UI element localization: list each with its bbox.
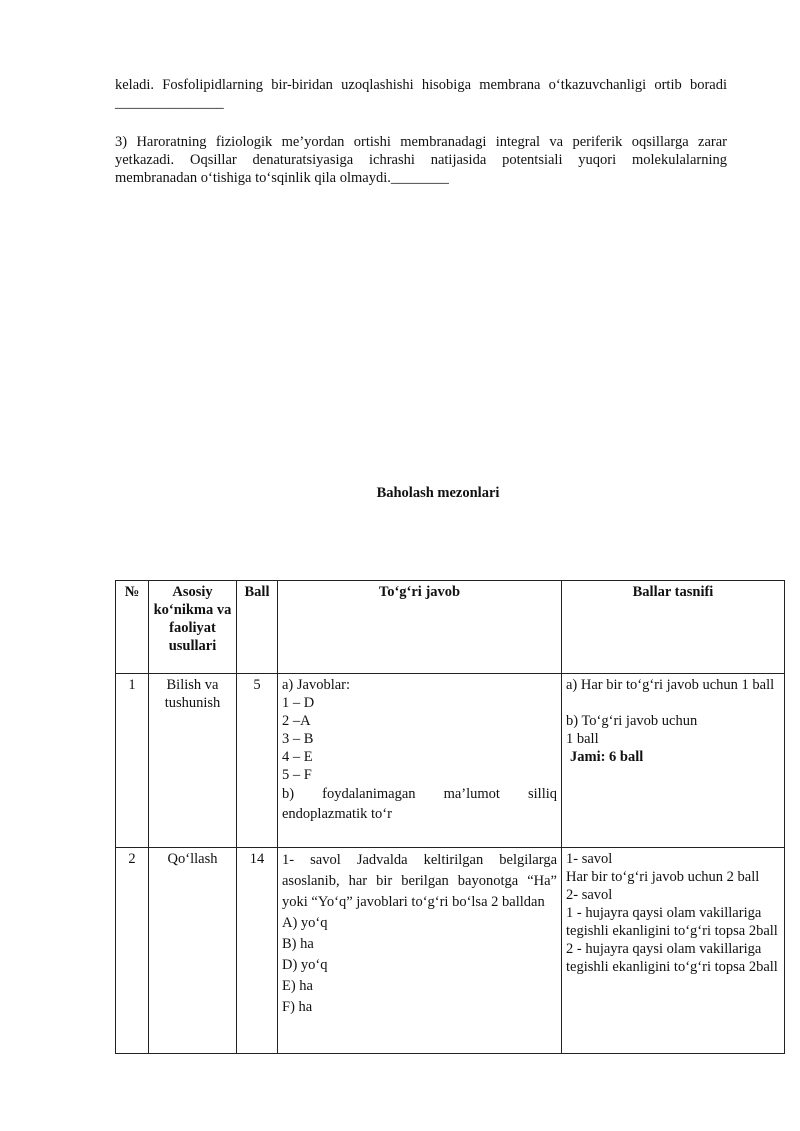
row-skill: Qo‘llash	[149, 848, 237, 1054]
row-number: 2	[116, 848, 149, 1054]
answer-line: 5 – F	[282, 767, 312, 783]
table-header-row	[116, 581, 785, 674]
answer-line: 4 – E	[282, 749, 313, 765]
criteria-total: Jami: 6 ball	[570, 749, 644, 765]
answer-intro: 1- savol Jadvalda keltirilgan belgilarga asoslanib, har bir berilgan bayonotga “Ha” yoki “Yo‘q” javoblari to‘g‘ri bo‘lsa 2 balldan	[282, 852, 557, 910]
assessment-criteria-table	[115, 580, 785, 1054]
answer-line: a) Javoblar:	[282, 677, 351, 693]
row-answer	[278, 674, 562, 848]
criteria-line: b) To‘g‘ri javob uchun	[566, 713, 698, 729]
header-ball: Ball	[237, 581, 278, 674]
criteria-line: 1- savol	[566, 851, 613, 867]
row-answer	[278, 848, 562, 1054]
answer-line: 3 – B	[282, 731, 314, 747]
row-skill: Bilish va tushunish	[149, 674, 237, 848]
section-heading: Baholash mezonlari	[376, 485, 500, 501]
answer-line: E) ha	[282, 978, 313, 994]
row-number: 1	[116, 674, 149, 848]
row-criteria	[562, 848, 785, 1054]
paragraph-statement-3: 3) Haroratning fiziologik me’yordan ortishi membranadagi integral va periferik oqsillarga zarar yetkazadi. Oqsillar denaturatsiyasiga ichrashi natijasida potentsiali yuqori molekulalarning membranadan o‘tishiga to‘sqinlik qila olmaydi.________	[115, 134, 727, 186]
criteria-line: 2- savol	[566, 887, 613, 903]
row-ball: 5	[237, 674, 278, 848]
row-criteria	[562, 674, 785, 848]
answer-line: D) yo‘q	[282, 957, 328, 973]
criteria-line: 2 - hujayra qaysi olam vakillariga tegishli ekanligini to‘g‘ri topsa 2ball	[566, 941, 778, 975]
header-score-classification: Ballar tasnifi	[562, 581, 785, 674]
criteria-spacer	[566, 694, 780, 712]
criteria-line: a) Har bir to‘g‘ri javob uchun 1 ball	[566, 677, 775, 693]
table-row	[116, 674, 785, 848]
row-ball: 14	[237, 848, 278, 1054]
answer-b: b) foydalanimagan ma’lumot silliq endoplazmatik to‘r	[282, 786, 557, 822]
header-number: №	[116, 581, 149, 674]
criteria-line: 1 - hujayra qaysi olam vakillariga tegishli ekanligini to‘g‘ri topsa 2ball	[566, 905, 778, 939]
paragraph-continuation: keladi. Fosfolipidlarning bir-biridan uzoqlashishi hisobiga membrana o‘tkazuvchanligi ortib boradi _______________	[115, 77, 727, 111]
answer-line: 2 –A	[282, 713, 311, 729]
criteria-line: 1 ball	[566, 731, 599, 747]
criteria-line: Har bir to‘g‘ri javob uchun 2 ball	[566, 869, 760, 885]
answer-line: 1 – D	[282, 695, 315, 711]
answer-line: B) ha	[282, 936, 314, 952]
table-row	[116, 848, 785, 1054]
header-skill: Asosiy ko‘nikma va faoliyat usullari	[149, 581, 237, 674]
answer-line: A) yo‘q	[282, 915, 328, 931]
header-correct-answer: To‘g‘ri javob	[278, 581, 562, 674]
answer-line: F) ha	[282, 999, 313, 1015]
